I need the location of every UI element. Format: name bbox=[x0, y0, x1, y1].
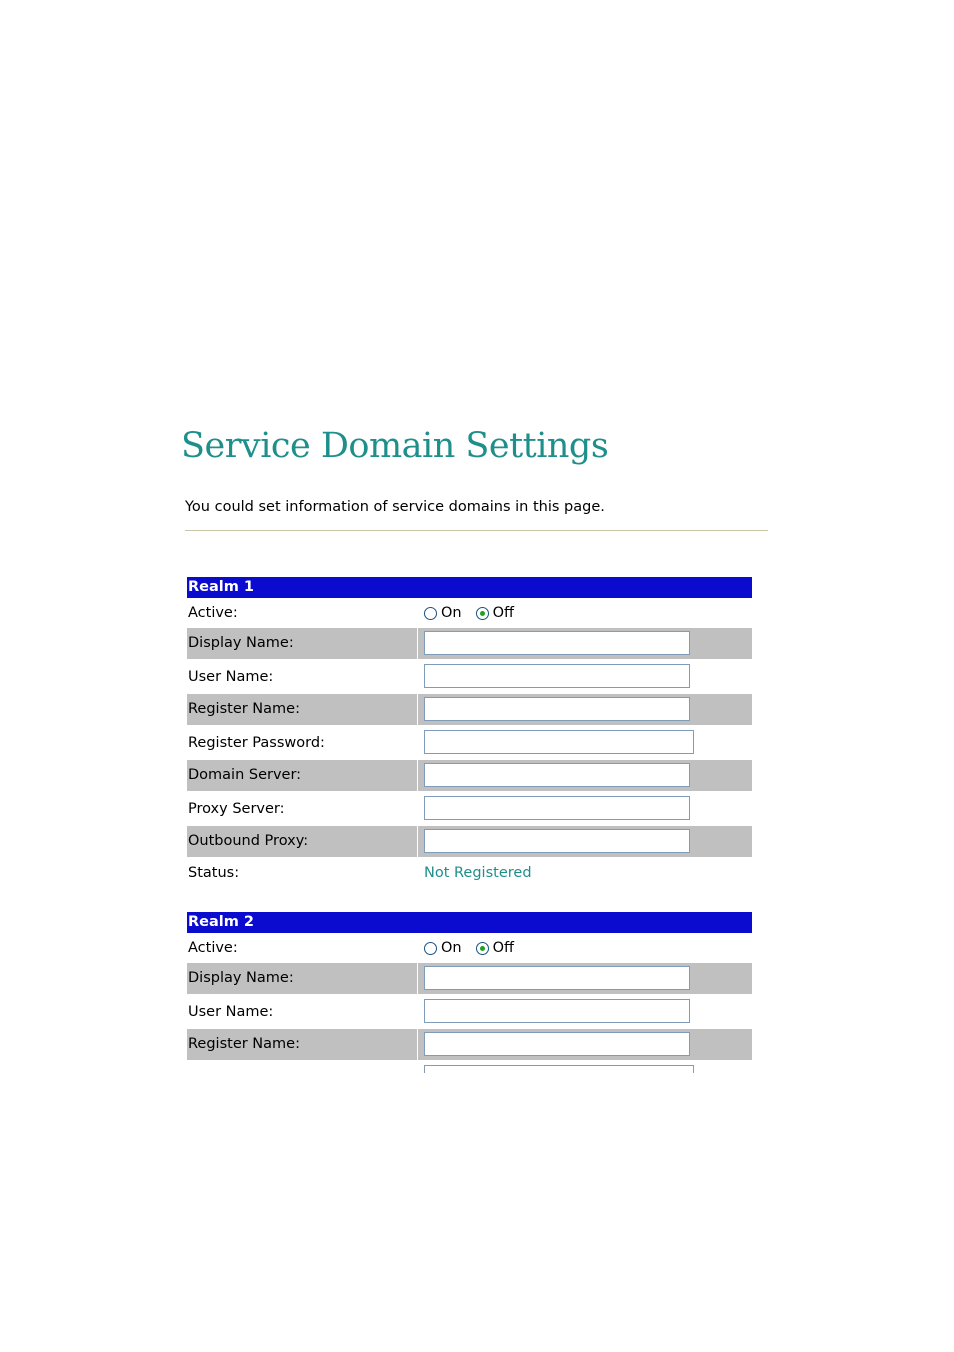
register-name-input[interactable] bbox=[424, 1032, 690, 1056]
active-on-radio[interactable] bbox=[424, 597, 462, 630]
status-value: Not Registered bbox=[424, 865, 532, 881]
display-name-input[interactable] bbox=[424, 631, 690, 655]
status-label: Status: bbox=[188, 865, 240, 881]
active-off-radio[interactable] bbox=[476, 932, 514, 965]
display-name-cell bbox=[418, 963, 752, 994]
register-name-cell bbox=[418, 1029, 752, 1060]
radio-unchecked-icon[interactable] bbox=[424, 607, 437, 620]
realm-2-active-row bbox=[187, 933, 752, 963]
realm-2-register-name-row bbox=[187, 1029, 752, 1062]
active-off-radio[interactable] bbox=[476, 597, 514, 630]
active-value bbox=[418, 933, 752, 963]
register-password-input[interactable] bbox=[424, 1065, 694, 1073]
realm-1-register-name-row bbox=[187, 694, 752, 727]
realm-1-header: Realm 1 bbox=[187, 577, 752, 598]
realm-1-display-name-row bbox=[187, 628, 752, 661]
radio-checked-icon[interactable] bbox=[476, 942, 489, 955]
user-name-label: User Name: bbox=[188, 669, 274, 685]
status-cell bbox=[418, 859, 752, 887]
realm-1-domain-server-row bbox=[187, 760, 752, 793]
domain-server-cell bbox=[418, 760, 752, 791]
realm-2-user-name-row bbox=[187, 996, 752, 1029]
active-on-radio[interactable] bbox=[424, 932, 462, 965]
user-name-input[interactable] bbox=[424, 664, 690, 688]
realm-2-section bbox=[187, 912, 752, 1073]
realm-1-proxy-server-row bbox=[187, 793, 752, 826]
radio-off-label: Off bbox=[492, 604, 515, 621]
realm-1-outbound-proxy-row bbox=[187, 826, 752, 859]
realm-2-viewport bbox=[187, 912, 752, 1073]
display-name-cell bbox=[418, 628, 752, 659]
realm-1-register-password-row bbox=[187, 727, 752, 760]
user-name-label: User Name: bbox=[188, 1004, 274, 1020]
outbound-proxy-input[interactable] bbox=[424, 829, 690, 853]
register-password-input[interactable] bbox=[424, 730, 694, 754]
proxy-server-label: Proxy Server: bbox=[188, 801, 285, 817]
register-name-cell bbox=[418, 694, 752, 725]
page-description: You could set information of service domains in this page. bbox=[185, 499, 605, 515]
register-password-label: Register Password: bbox=[188, 735, 325, 751]
realm-2-register-password-row bbox=[187, 1062, 752, 1073]
realm-2-header: Realm 2 bbox=[187, 912, 752, 933]
display-name-label: Display Name: bbox=[187, 628, 417, 659]
divider bbox=[185, 530, 768, 531]
user-name-cell bbox=[418, 996, 752, 1029]
register-name-label: Register Name: bbox=[187, 694, 417, 725]
realm-1-status-row bbox=[187, 859, 752, 887]
register-password-cell bbox=[418, 1062, 752, 1073]
active-radio-group bbox=[424, 598, 528, 628]
user-name-input[interactable] bbox=[424, 999, 690, 1023]
register-name-label: Register Name: bbox=[187, 1029, 417, 1060]
domain-server-input[interactable] bbox=[424, 763, 690, 787]
active-label: Active: bbox=[188, 605, 238, 621]
radio-on-label: On bbox=[441, 604, 462, 621]
outbound-proxy-label: Outbound Proxy: bbox=[187, 826, 417, 857]
user-name-cell bbox=[418, 661, 752, 694]
active-label: Active: bbox=[188, 940, 238, 956]
outbound-proxy-cell bbox=[418, 826, 752, 857]
register-password-cell bbox=[418, 727, 752, 760]
display-name-label: Display Name: bbox=[187, 963, 417, 994]
domain-server-label: Domain Server: bbox=[187, 760, 417, 791]
radio-off-label: Off bbox=[492, 939, 515, 956]
realm-1-user-name-row bbox=[187, 661, 752, 694]
display-name-input[interactable] bbox=[424, 966, 690, 990]
page-title: Service Domain Settings bbox=[181, 426, 609, 466]
radio-on-label: On bbox=[441, 939, 462, 956]
active-radio-group bbox=[424, 933, 528, 963]
proxy-server-input[interactable] bbox=[424, 796, 690, 820]
register-name-input[interactable] bbox=[424, 697, 690, 721]
active-value bbox=[418, 598, 752, 628]
radio-unchecked-icon[interactable] bbox=[424, 942, 437, 955]
realm-2-display-name-row bbox=[187, 963, 752, 996]
proxy-server-cell bbox=[418, 793, 752, 826]
radio-checked-icon[interactable] bbox=[476, 607, 489, 620]
realm-1-active-row bbox=[187, 598, 752, 628]
realm-1-section bbox=[187, 577, 752, 887]
